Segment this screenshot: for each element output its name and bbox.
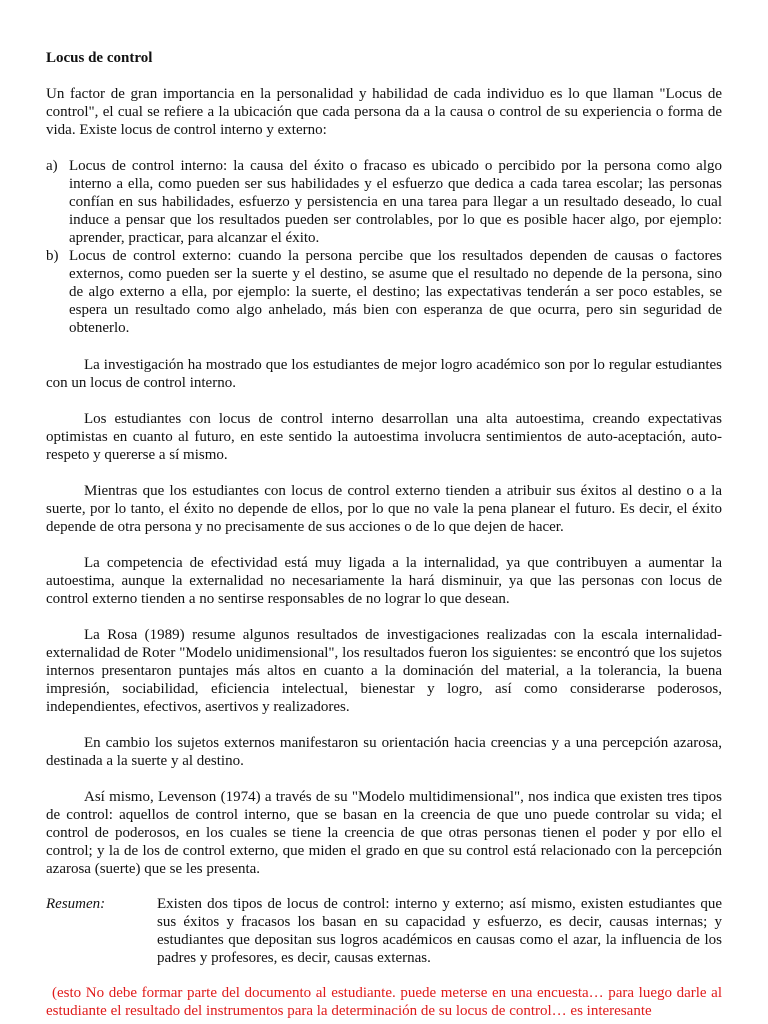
summary-block [46,895,722,967]
list-marker: a) [46,158,58,174]
list-marker: b) [46,248,59,264]
list-item-text: Locus de control interno: la causa del éxito o fracaso es ubicado o percibido por la persona como algo interno a ella, como pueden ser sus habilidades y el esfuerzo que dedica a cada tarea escolar; las personas confían en sus habilidades, esfuerzo y persistencia en una tarea para llegar a un resultado deseado, lo cual induce a pensar que los resultados pueden ser controlables, por lo que es posible hacer algo, por ejemplo: aprender, practicar, para alcanzar el éxito. [69,158,722,246]
intro-paragraph: Un factor de gran importancia en la personalidad y habilidad de cada individuo es lo que llaman "Locus de control", el cual se refiere a la ubicación que cada persona da a la causa o control de su experiencia o forma de vida. Existe locus de control interno y externo: [46,86,722,138]
body-paragraph: Mientras que los estudiantes con locus de control externo tienden a atribuir sus éxitos al destino o a la suerte, por lo tanto, el éxito no depende de ellos, por lo que no vale la pena planear el futuro. Es decir, el éxito depende de otra persona y no precisamente de sus acciones o de lo que dejen de hacer. [46,483,722,535]
list-item-text: Locus de control externo: cuando la persona percibe que los resultados dependen de causas o factores externos, como pueden ser la suerte y el destino, se asume que el resultado no depende de la persona, sino de algo externo a ella, por ejemplo: la suerte, el destino; las expectativas tenderán a ser poco estables, se espera un resultado como algo anhelado, más bien con esperanza de que ocurra, pero sin seguridad de obtenerlo. [69,248,722,336]
list-item [46,157,722,247]
summary-text: Existen dos tipos de locus de control: interno y externo; así mismo, existen estudiantes que sus éxitos y fracasos los basan en su capacidad y esfuerzo, es decir, causas internas; y estudiantes que depositan sus logros académicos en causas como el azar, la influencia de los padres y profesores, es decir, causas externas. [157,896,722,966]
locus-types-list [46,157,722,337]
red-note: (esto No debe formar parte del documento al estudiante. puede meterse en una encuesta… para luego darle al estudiante el resultado del instrumentos para la determinación de su locus de control… es interesante [46,985,722,1019]
body-paragraph: La investigación ha mostrado que los estudiantes de mejor logro académico son por lo regular estudiantes con un locus de control interno. [46,357,722,391]
document-title: Locus de control [46,50,153,66]
list-item [46,247,722,337]
body-paragraph: Los estudiantes con locus de control interno desarrollan una alta autoestima, creando expectativas optimistas en cuanto al futuro, en este sentido la autoestima involucra sentimientos de auto-aceptación, auto-respeto y quererse a sí mismo. [46,411,722,463]
body-paragraph: En cambio los sujetos externos manifestaron su orientación hacia creencias y a una percepción azarosa, destinada a la suerte y al destino. [46,735,722,769]
document-page [46,0,722,1020]
body-paragraph: La Rosa (1989) resume algunos resultados de investigaciones realizadas con la escala internalidad-externalidad de Roter "Modelo unidimensional", los resultados fueron los siguientes: se encontró que los sujetos internos presentaron puntajes más altos en cuanto a la dominación del material, a la tolerancia, la buena impresión, sociabilidad, eficiencia intelectual, bienestar y logro, así como considerarse poderosos, independientes, efectivos, asertivos y realizadores. [46,627,722,715]
body-paragraph: Así mismo, Levenson (1974) a través de su "Modelo multidimensional", nos indica que existen tres tipos de control: aquellos de control interno, que se basan en la creencia de que uno puede controlar su vida; el control de poderosos, en los cuales se tiene la creencia de que otras personas tienen el poder y por ello el control; y la de los de control externo, que miden el grado en que su control está relacionado con la percepción azarosa (suerte) que se les presenta. [46,789,722,877]
body-paragraph: La competencia de efectividad está muy ligada a la internalidad, ya que contribuyen a aumentar la autoestima, aunque la externalidad no necesariamente la hará disminuir, ya que las personas con locus de control externo tienden a no sentirse responsables de no lograr lo que desean. [46,555,722,607]
summary-label: Resumen: [46,896,106,912]
